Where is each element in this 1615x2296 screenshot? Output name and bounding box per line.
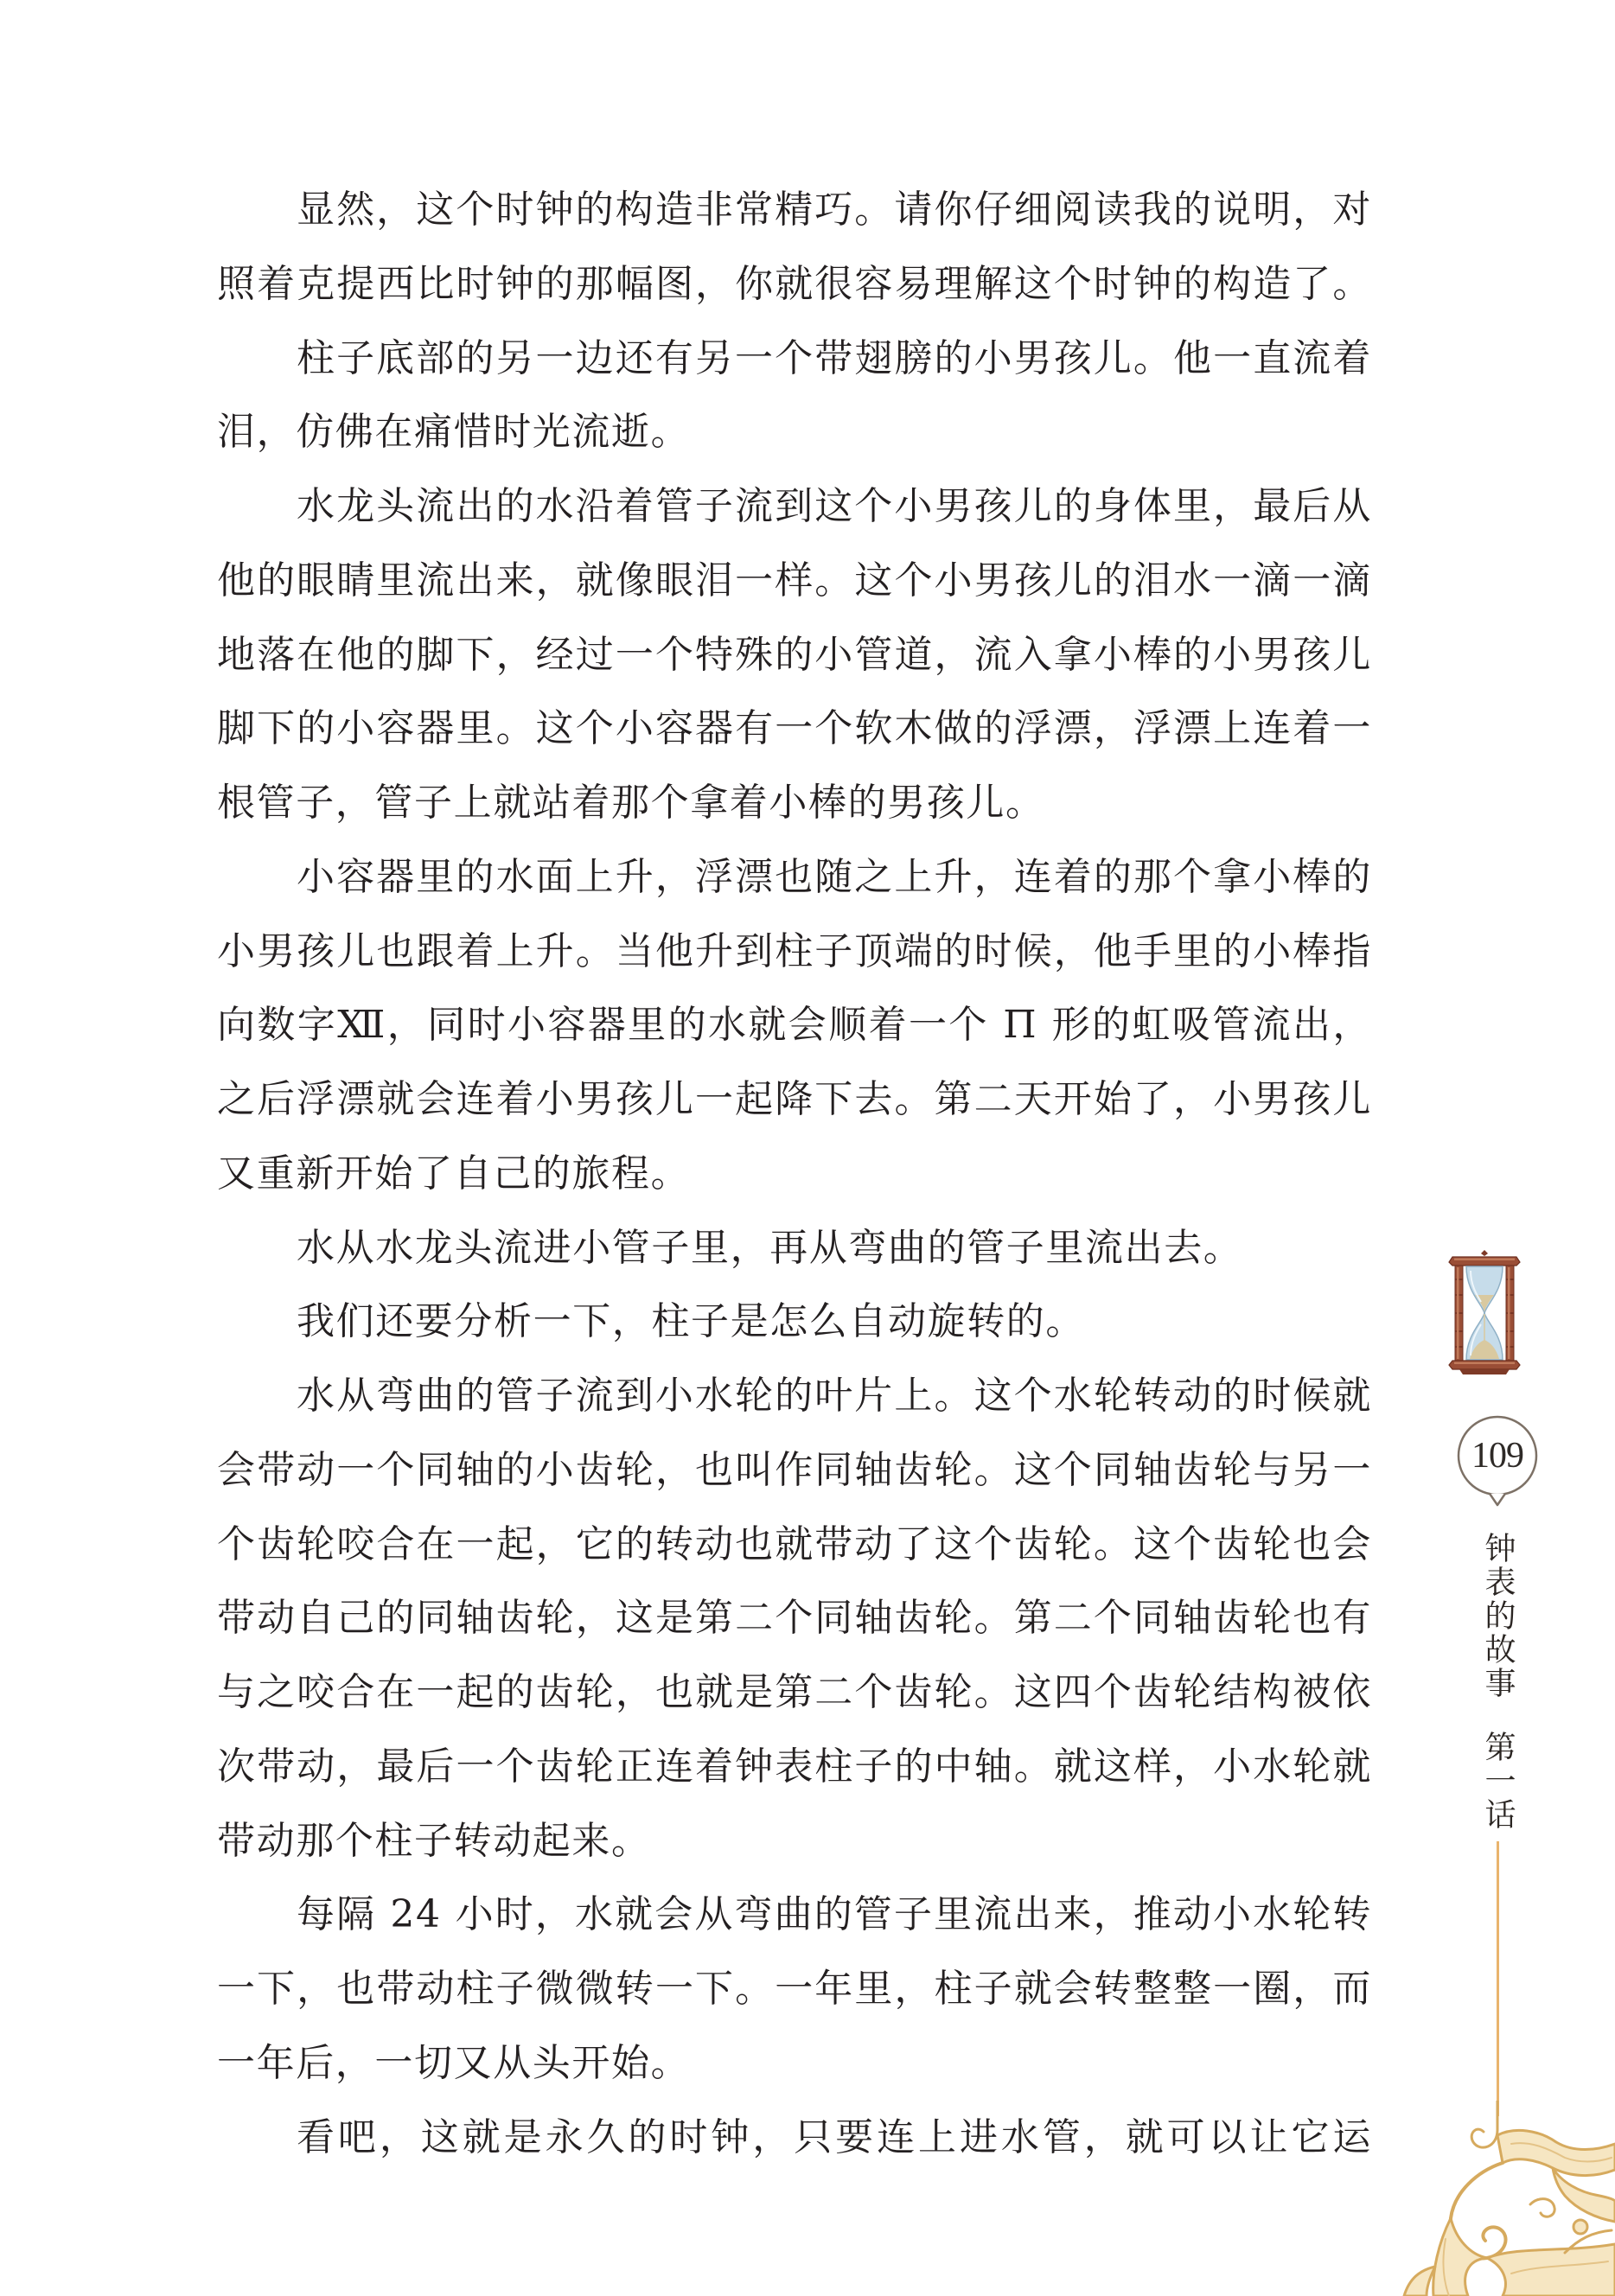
text-line: 带动那个柱子转动起来。 (217, 1818, 651, 1863)
text-line: 次带动，最后一个齿轮正连着钟表柱子的中轴。就这样，小水轮就 (217, 1744, 1372, 1789)
text-line: 根管子，管子上就站着那个拿着小棒的男孩儿。 (217, 781, 1045, 825)
paragraph (217, 322, 1372, 470)
text-line: 我们还要分析一下，柱子是怎么自动旋转的。 (297, 1299, 1085, 1344)
paragraph (217, 469, 1372, 840)
text-line: 看吧，这就是永久的时钟，只要连上进水管，就可以让它运 (297, 2114, 1372, 2159)
text-line: 柱子底部的另一边还有另一个带翅膀的小男孩儿。他一直流着 (297, 335, 1372, 380)
text-line: 小男孩儿也跟着上升。当他升到柱子顶端的时候，他手里的小棒指 (217, 928, 1372, 973)
text-line: 与之咬合在一起的齿轮，也就是第二个齿轮。这四个齿轮结构被依 (217, 1670, 1372, 1714)
page-number-badge (1456, 1414, 1539, 1509)
paragraph (217, 173, 1372, 322)
text-line: 一年后，一切又从头开始。 (217, 2040, 691, 2085)
text-line: 之后浮漂就会连着小男孩儿一起降下去。第二天开始了，小男孩儿 (217, 1077, 1372, 1121)
text-line: 会带动一个同轴的小齿轮，也叫作同轴齿轮。这个同轴齿轮与另一 (217, 1447, 1372, 1492)
paragraph (217, 2101, 1372, 2175)
book-title: 钟表的故事 (1480, 1532, 1516, 1700)
paragraph (217, 840, 1372, 1211)
text-line: 一下，也带动柱子微微转一下。一年里，柱子就会转整整一圈，而 (217, 1967, 1372, 2011)
accent-divider (1497, 1841, 1499, 2116)
text-line: 泪，仿佛在痛惜时光流逝。 (217, 410, 691, 455)
paragraph (217, 1359, 1372, 1878)
body-text (217, 173, 1372, 2174)
text-line: 显然，这个时钟的构造非常精巧。请你仔细阅读我的说明，对 (297, 188, 1372, 232)
text-line: 又重新开始了自己的旅程。 (217, 1151, 691, 1196)
text-line: 水从弯曲的管子流到小水轮的叶片上。这个水轮转动的时候就 (297, 1374, 1372, 1418)
text-line: 带动自己的同轴齿轮，这是第二个同轴齿轮。第二个同轴齿轮也有 (217, 1596, 1372, 1641)
text-line: 地落在他的脚下，经过一个特殊的小管道，流入拿小棒的小男孩儿 (217, 632, 1372, 677)
text-line: 照着克提西比时钟的那幅图，你就很容易理解这个时钟的构造了。 (217, 261, 1372, 306)
text-line: 水从水龙头流进小管子里，再从弯曲的管子里流出去。 (297, 1225, 1243, 1270)
chapter-label: 第一话 (1480, 1731, 1516, 1832)
text-line: 个齿轮咬合在一起，它的转动也就带动了这个齿轮。这个齿轮也会 (217, 1521, 1372, 1566)
corner-ornament (1401, 2101, 1615, 2296)
paragraph (217, 1878, 1372, 2100)
text-line: 他的眼睛里流出来，就像眼泪一样。这个小男孩儿的泪水一滴一滴 (217, 558, 1372, 603)
text-line: 向数字Ⅻ，同时小容器里的水就会顺着一个 Π 形的虹吸管流出， (217, 1003, 1372, 1048)
paragraph (217, 1211, 1372, 1285)
text-line: 小容器里的水面上升，浮漂也随之上升，连着的那个拿小棒的 (297, 854, 1372, 899)
paragraph (217, 1285, 1372, 1359)
text-line: 每隔 24 小时，水就会从弯曲的管子里流出来，推动小水轮转 (297, 1892, 1372, 1937)
page-number: 109 (1471, 1436, 1523, 1476)
hourglass-icon (1447, 1250, 1522, 1376)
text-line: 水龙头流出的水沿着管子流到这个小男孩儿的身体里，最后从 (297, 484, 1372, 528)
text-line: 脚下的小容器里。这个小容器有一个软木做的浮漂，浮漂上连着一 (217, 706, 1372, 751)
